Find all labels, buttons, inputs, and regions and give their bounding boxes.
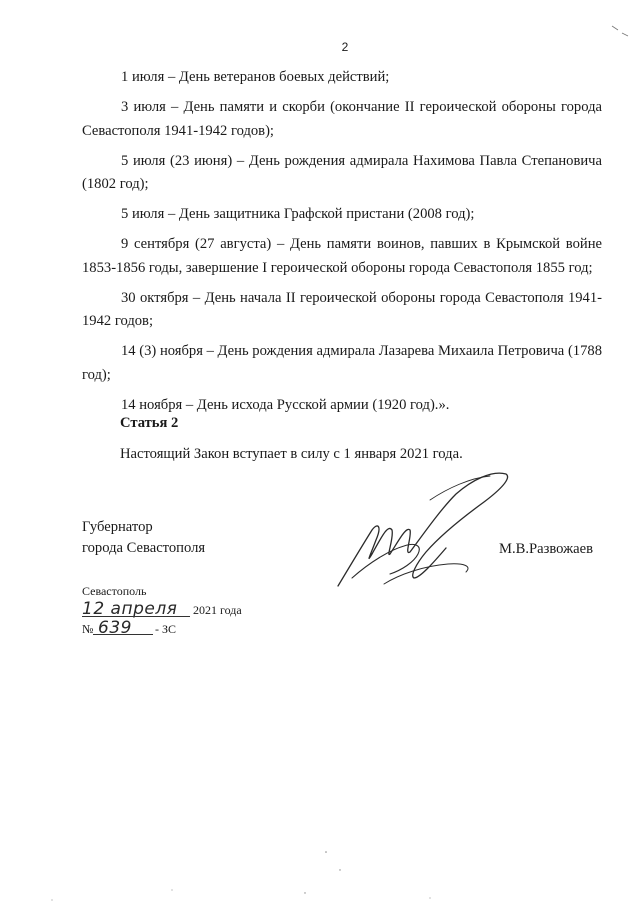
list-item: 5 июля – День защитника Графской пристани (2008 год); — [121, 206, 475, 222]
law-number — [82, 620, 202, 640]
page-number: 2 — [341, 40, 349, 54]
list-item: 14 ноября – День исхода Русской армии (1920 год).». — [121, 396, 450, 413]
signatory-name: М.В.Развожаев — [499, 541, 594, 557]
signing-date — [82, 600, 262, 620]
list-item: 14 (3) ноября – День рождения адмирала Лазарева Михаила Петровича (1788 год); — [82, 343, 602, 383]
signatory-title — [82, 517, 205, 559]
list-item: 9 сентября (27 августа) – День памяти воинов, павших в Крымской войне 1853-1856 годы, завершение I героической обороны города Севастополя 1855 год; — [82, 236, 602, 276]
article-title: Статья 2 — [120, 415, 179, 431]
handwritten-signature — [330, 466, 520, 596]
article-text: Настоящий Закон вступает в силу с 1 января 2021 года. — [120, 446, 463, 462]
number-underline — [93, 634, 153, 635]
signatory-title-line2: города Севастополя — [82, 540, 206, 556]
handwritten-number: 639 — [98, 618, 132, 638]
memorial-dates-list — [82, 66, 602, 424]
number-suffix: - ЗС — [155, 622, 177, 636]
list-item: 3 июля – День памяти и скорби (окончание II героической обороны города Севастополя 1941-1942 годов); — [82, 99, 602, 139]
number-sign: № — [82, 622, 94, 636]
list-item: 5 июля (23 июня) – День рождения адмирала Нахимова Павла Степановича (1802 год); — [82, 152, 602, 192]
signing-place: Севастополь — [82, 584, 147, 598]
signatory-title-line1: Губернатор — [82, 519, 153, 535]
list-item: 30 октября – День начала II героической обороны города Севастополя 1941-1942 годов; — [82, 289, 602, 329]
date-year: 2021 года — [193, 603, 242, 617]
handwritten-date: 12 апреля — [82, 599, 178, 619]
date-underline — [82, 616, 190, 617]
list-item: 1 июля – День ветеранов боевых действий; — [121, 69, 390, 85]
